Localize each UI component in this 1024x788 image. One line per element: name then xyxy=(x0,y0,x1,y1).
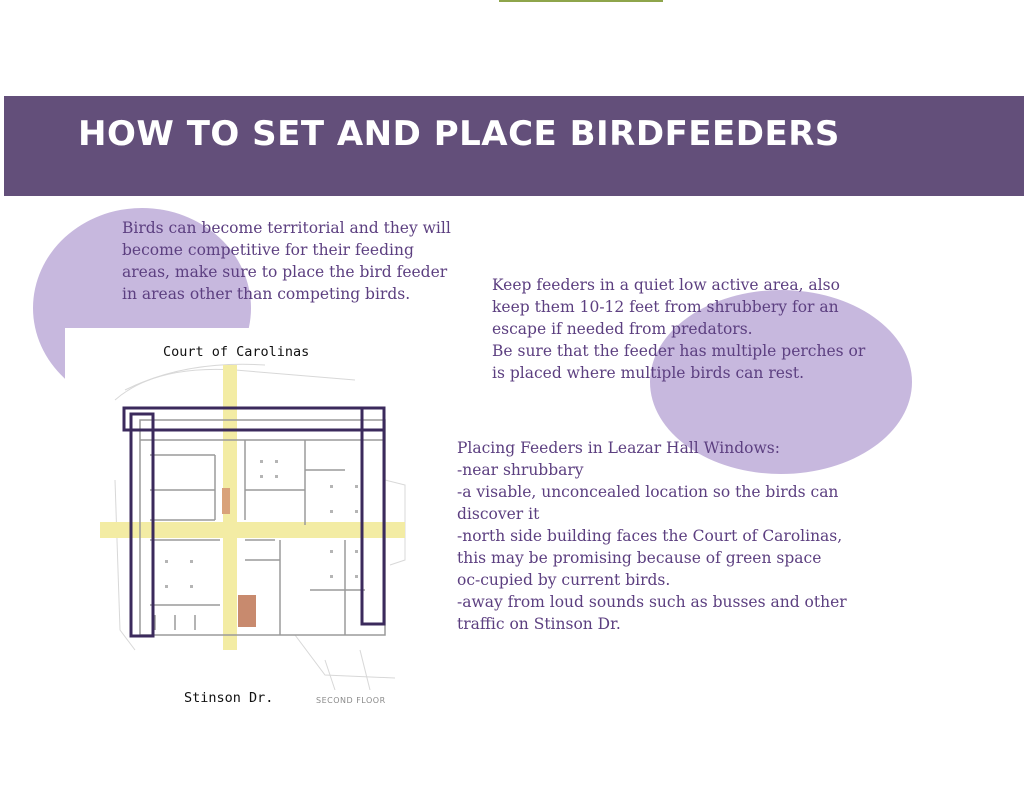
territorial-paragraph: Birds can become territorial and they will become competitive for their feeding areas, make sure to place the bird feeder in areas other than competing birds. xyxy=(122,219,451,303)
leazar-heading: Placing Feeders in Leazar Hall Windows: xyxy=(457,439,780,457)
leazar-item-north-side: -north side building faces the Court of Carolinas, this may be promising because of green space oc-cupied by current birds. xyxy=(457,527,843,589)
window-zone-north xyxy=(124,408,384,430)
title-banner xyxy=(4,96,1024,196)
highlight-horizontal xyxy=(100,522,405,538)
top-decorative-strip xyxy=(499,0,663,2)
map-label-court: Court of Carolinas xyxy=(163,344,310,360)
page-title: HOW TO SET AND PLACE BIRDFEEDERS xyxy=(78,114,840,154)
quiet-area-paragraph: Keep feeders in a quiet low active area, also keep them 10-12 feet from shrubbery for an escape if needed from predators. xyxy=(492,276,840,338)
placement-tips xyxy=(492,274,872,384)
leazar-item-visible: -a visable, unconcealed location so the birds can discover it xyxy=(457,483,839,523)
leazar-section xyxy=(457,437,847,635)
leazar-item-shrubbery: -near shrubbary xyxy=(457,461,584,479)
perches-paragraph: Be sure that the feeder has multiple perches or is placed where multiple birds can rest. xyxy=(492,342,866,382)
map-label-stinson: Stinson Dr. xyxy=(184,690,274,706)
map-label-floor: SECOND FLOOR xyxy=(316,696,386,705)
stair-area-north xyxy=(222,488,230,514)
leazar-item-away-noise: -away from loud sounds such as busses and other traffic on Stinson Dr. xyxy=(457,593,847,633)
stair-area-south xyxy=(238,595,256,627)
floor-plan-map xyxy=(95,360,425,690)
